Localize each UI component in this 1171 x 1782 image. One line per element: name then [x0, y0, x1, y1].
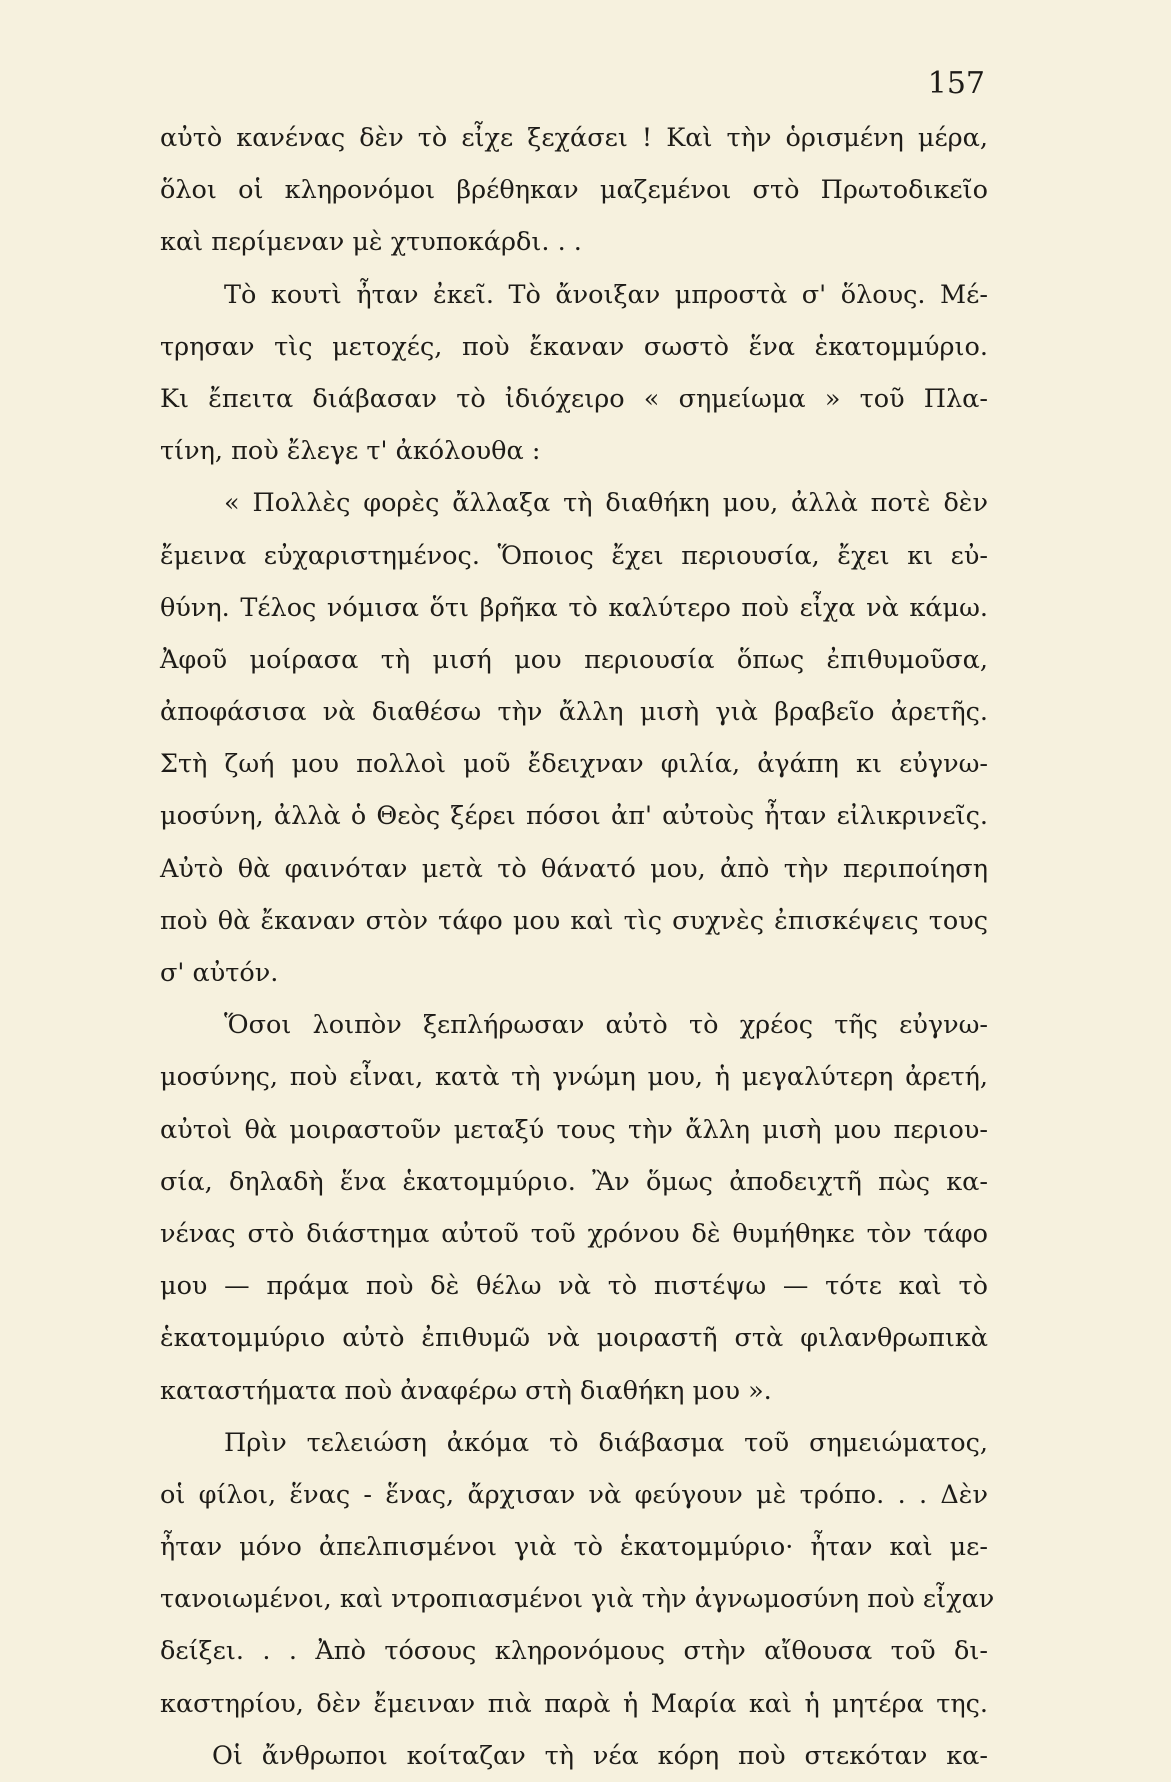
text-line: ὅλοι οἱ κληρονόμοι βρέθηκαν μαζεμένοι στὸ Πρωτοδικεῖο: [160, 175, 988, 206]
text-line: μου — πράμα ποὺ δὲ θέλω νὰ τὸ πιστέψω — τότε καὶ τὸ: [160, 1271, 988, 1302]
text-line: σία, δηλαδὴ ἕνα ἑκατομμύριο. Ἂν ὅμως ἀποδειχτῆ πὼς κα-: [160, 1166, 988, 1197]
text-line: τανοιωμένοι, καὶ ντροπιασμένοι γιὰ τὴν ἀγνωμοσύνη ποὺ εἶχαν: [160, 1584, 995, 1615]
text-line: Κι ἔπειτα διάβασαν τὸ ἰδιόχειρο « σημείωμα » τοῦ Πλα-: [160, 383, 988, 414]
text-line: αὐτοὶ θὰ μοιραστοῦν μεταξύ τους τὴν ἄλλη μισὴ μου περιου-: [160, 1114, 988, 1145]
text-line: καστηρίου, δὲν ἔμειναν πιὰ παρὰ ἡ Μαρία καὶ ἡ μητέρα της.: [160, 1688, 988, 1719]
text-line: αὐτὸ κανένας δὲν τὸ εἶχε ξεχάσει ! Καὶ τὴν ὁρισμένη μέρα,: [160, 123, 988, 153]
text-line: ἑκατομμύριο αὐτὸ ἐπιθυμῶ νὰ μοιραστῆ στὰ φιλανθρωπικὰ: [160, 1323, 988, 1354]
text-line: Στὴ ζωή μου πολλοὶ μοῦ ἔδειχναν φιλία, ἀγάπη κι εὐγνω-: [160, 749, 988, 780]
text-line: Πρὶν τελειώση ἀκόμα τὸ διάβασμα τοῦ σημειώματος,: [224, 1427, 988, 1458]
page-number: 157: [927, 66, 985, 101]
body-text: [160, 112, 995, 1782]
text-line: δείξει. . . Ἀπὸ τόσους κληρονόμους στὴν αἴθουσα τοῦ δι-: [160, 1636, 988, 1667]
text-line: τίνη, ποὺ ἔλεγε τ' ἀκόλουθα :: [160, 436, 541, 467]
text-line: Ἀφοῦ μοίρασα τὴ μισή μου περιουσία ὅπως ἐπιθυμοῦσα,: [160, 644, 988, 675]
text-line: Ὅσοι λοιπὸν ξεπλήρωσαν αὐτὸ τὸ χρέος τῆς εὐγνω-: [224, 1010, 988, 1041]
text-line: « Πολλὲς φορὲς ἄλλαξα τὴ διαθήκη μου, ἀλλὰ ποτὲ δὲν: [224, 488, 988, 519]
text-line: οἱ φίλοι, ἕνας - ἕνας, ἄρχισαν νὰ φεύγουν μὲ τρόπο. . . Δὲν: [160, 1479, 988, 1510]
text-line: καταστήματα ποὺ ἀναφέρω στὴ διαθήκη μου ».: [160, 1375, 772, 1406]
text-line: Αὐτὸ θὰ φαινόταν μετὰ τὸ θάνατό μου, ἀπὸ τὴν περιποίηση: [160, 853, 988, 884]
text-line: ἔμεινα εὐχαριστημένος. Ὅποιος ἔχει περιουσία, ἔχει κι εὐ-: [160, 540, 988, 571]
text-line: νένας στὸ διάστημα αὐτοῦ τοῦ χρόνου δὲ θυμήθηκε τὸν τάφο: [160, 1218, 988, 1249]
text-line: μοσύνη, ἀλλὰ ὁ Θεὸς ξέρει πόσοι ἀπ' αὐτοὺς ἦταν εἰλικρινεῖς.: [160, 801, 988, 832]
text-line: ποὺ θὰ ἔκαναν στὸν τάφο μου καὶ τὶς συχνὲς ἐπισκέψεις τους: [160, 905, 988, 936]
text-line: θύνη. Τέλος νόμισα ὅτι βρῆκα τὸ καλύτερο ποὺ εἶχα νὰ κάμω.: [160, 592, 988, 623]
text-line: ἀποφάσισα νὰ διαθέσω τὴν ἄλλη μισὴ γιὰ βραβεῖο ἀρετῆς.: [160, 697, 988, 728]
text-line: μοσύνης, ποὺ εἶναι, κατὰ τὴ γνώμη μου, ἡ μεγαλύτερη ἀρετή,: [160, 1062, 988, 1093]
text-line: Τὸ κουτὶ ἦταν ἐκεῖ. Τὸ ἄνοιξαν μπροστὰ σ' ὅλους. Μέ-: [224, 279, 988, 310]
text-line: τρησαν τὶς μετοχές, ποὺ ἔκαναν σωστὸ ἕνα ἑκατομμύριο.: [160, 331, 988, 362]
text-line: Οἱ ἄνθρωποι κοίταζαν τὴ νέα κόρη ποὺ στεκόταν κα-: [212, 1740, 988, 1771]
text-line: καὶ περίμεναν μὲ χτυποκάρδι. . .: [160, 227, 582, 258]
text-line: σ' αὐτόν.: [160, 958, 279, 988]
text-line: ἦταν μόνο ἀπελπισμένοι γιὰ τὸ ἑκατομμύριο· ἦταν καὶ με-: [160, 1532, 988, 1563]
